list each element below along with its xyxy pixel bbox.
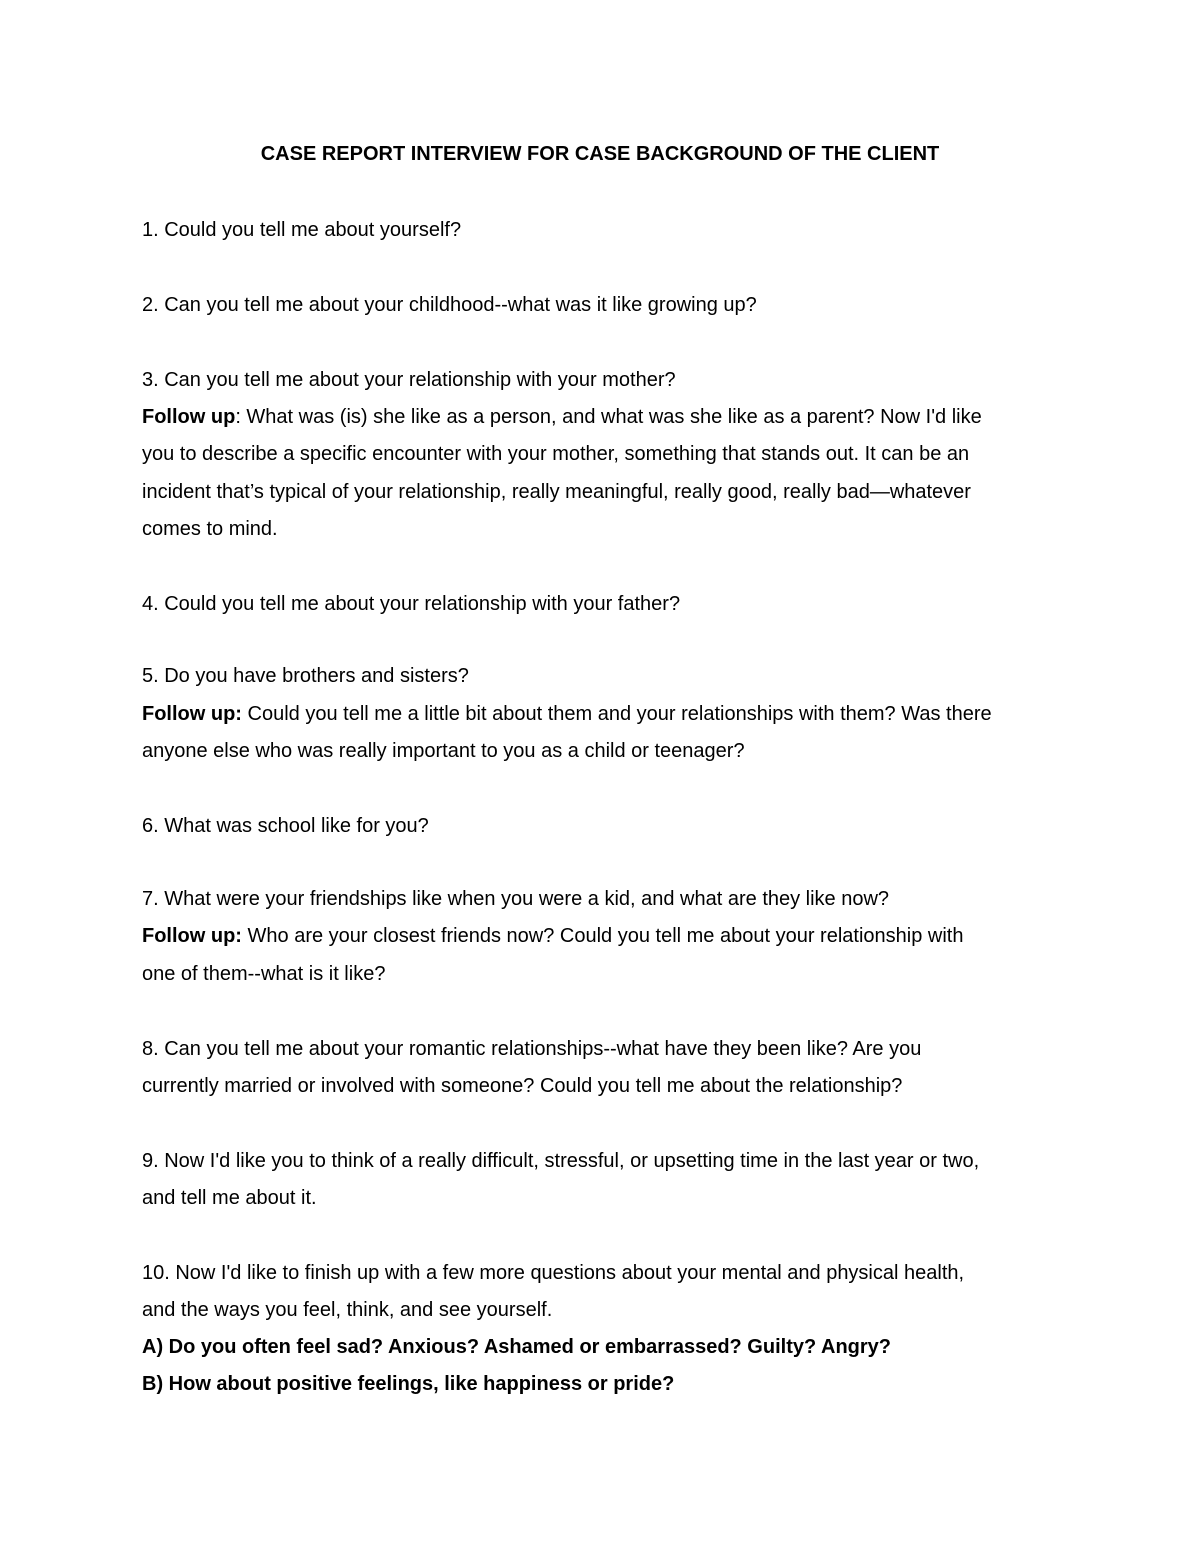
follow-up-label: Follow up: [142,703,242,725]
question-10-part-b: B) How about positive feelings, like happiness or pride? [142,1373,675,1395]
question-8-line-2: currently married or involved with someone? Could you tell me about the relationship? [142,1075,903,1097]
question-7-follow-up-line-1 [142,922,963,950]
question-5-follow-up-line-2: anyone else who was really important to you as a child or teenager? [142,740,745,762]
question-3-follow-up-line-2: you to describe a specific encounter with your mother, something that stands out. It can be an [142,443,970,465]
question-3-follow-up-line-1 [142,403,982,431]
follow-up-text: Who are your closest friends now? Could you tell me about your relationship with [241,925,964,947]
question-8-line-1: 8. Can you tell me about your romantic relationships--what have they been like? Are you [142,1038,922,1060]
question-2: 2. Can you tell me about your childhood--what was it like growing up? [142,294,757,316]
question-9-line-2: and tell me about it. [142,1187,317,1209]
question-3-follow-up-line-3: incident that’s typical of your relationship, really meaningful, really good, really bad—whatever [142,481,971,503]
page-title: CASE REPORT INTERVIEW FOR CASE BACKGROUND OF THE CLIENT [260,143,940,165]
follow-up-label: Follow up [142,406,236,428]
question-7-follow-up-line-2: one of them--what is it like? [142,963,386,985]
follow-up-label: Follow up: [142,925,242,947]
question-6: 6. What was school like for you? [142,815,429,837]
question-4: 4. Could you tell me about your relationship with your father? [142,593,681,615]
question-10-line-1: 10. Now I'd like to finish up with a few more questions about your mental and physical health, [142,1262,965,1284]
question-1: 1. Could you tell me about yourself? [142,219,462,241]
question-3-follow-up-line-4: comes to mind. [142,518,278,540]
question-7: 7. What were your friendships like when you were a kid, and what are they like now? [142,888,890,910]
question-10-part-a: A) Do you often feel sad? Anxious? Ashamed or embarrassed? Guilty? Angry? [142,1336,892,1358]
question-10-line-2: and the ways you feel, think, and see yourself. [142,1299,553,1321]
question-9-line-1: 9. Now I'd like you to think of a really difficult, stressful, or upsetting time in the last year or two, [142,1150,980,1172]
question-5: 5. Do you have brothers and sisters? [142,665,469,687]
follow-up-text: Could you tell me a little bit about them and your relationships with them? Was there [241,703,992,725]
question-5-follow-up-line-1 [142,700,992,728]
question-3: 3. Can you tell me about your relationship with your mother? [142,369,676,391]
follow-up-text: : What was (is) she like as a person, and what was she like as a parent? Now I'd like [235,406,982,428]
